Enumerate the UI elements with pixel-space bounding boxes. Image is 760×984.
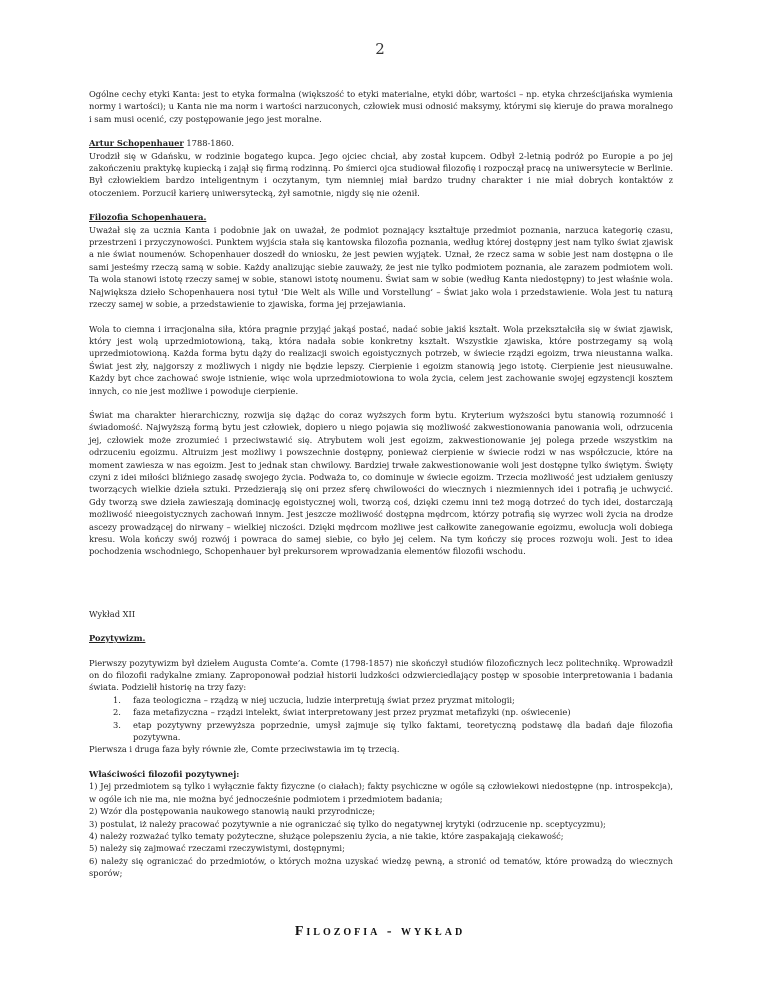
page-footer: Filozofia - wykład bbox=[294, 924, 466, 939]
phases-list bbox=[89, 694, 673, 744]
list-item: 1. faza teologiczna – rządzą w niej uczucia, ludzie interpretują świat przez pryzmat mitologii; bbox=[113, 694, 515, 705]
positivism-heading: Pozytywizm. bbox=[89, 633, 146, 644]
schopenhauer-bio-paragraph: Urodził się w Gdańsku, w rodzinie bogatego kupca. Jego ojciec chciał, aby został kupcem. Odbył 2-letnią podróż po Europie a po jej zakończeniu praktykę kupiecką i zajął się firmą rodzinną. Po śmierci ojca studiował filozofię i rozpoczął pracę na uniwersytecie w Berlinie. Był człowiekiem bardzo inteligentnym i oczytanym, tym niemniej miał bardzo trudny charakter i nie miał dobrych kontaktów z otoczeniem. Porzucił karierę uniwersytecką, żył samotnie, nigdy się nie ożenił. bbox=[89, 150, 673, 198]
philosophy-paragraph-2: Wola to ciemna i irracjonalna siła, która pragnie przyjąć jakąś postać, nadać sobie jakiś kształt. Wola przekształciła się w świat zjawisk, który jest wolą uprzedmiotowioną, taką, która nadała sobie konkretny kształt. Wszystkie zjawiska, które postrzegamy są wolą uprzedmiotowioną. Każda forma bytu dąży do realizacji swoich egoistycznych potrzeb, w świecie rządzi egoizm, trwa nieustanna walka. Świat jest zły, najgorszy z możliwych i nigdy nie będzie lepszy. Cierpienie i egoizm stanowią jego istotę. Cierpienie jest nieusuwalne. Każdy byt chce zachować swoje istnienie, więc wola uprzedmiotowiona to wola życia, celem jest zachowanie swojej egzystencji kosztem innych, co nie jest możliwe i powoduje cierpienie. bbox=[89, 323, 673, 396]
list-item: 3. etap pozytywny przewyższa poprzednie, umysł zajmuje się tylko faktami, teoretyczną podstawę dla badań daje filozofia pozytywna. bbox=[113, 719, 673, 743]
properties-list bbox=[89, 780, 673, 879]
philosophy-heading: Filozofia Schopenhauera. bbox=[89, 212, 207, 223]
schopenhauer-years: 1788-1860. bbox=[183, 138, 235, 149]
list-item: 5) należy się zajmować rzeczami rzeczywistymi, dostępnymi; bbox=[89, 843, 345, 854]
kant-ethics-paragraph: Ogólne cechy etyki Kanta: jest to etyka formalna (większość to etyki materialne, etyki dóbr, wartości – np. etyka chrześcijańska wymienia normy i wartości); u Kanta nie ma norm i wartości narzuconych, człowiek musi odnosić maksymy, którymi się kieruje do prawa moralnego i sam musi ocenić, czy postępowanie jego jest moralne. bbox=[89, 89, 673, 124]
philosophy-paragraph-3: Świat ma charakter hierarchiczny, rozwija się dążąc do coraz wyższych form bytu. Kryterium wyższości bytu stanowią rozumność i świadomość. Najwyższą formą bytu jest człowiek, dopiero u niego pojawia się możliwość zakwestionowania panowania woli, odrzucenia jej, człowiek może zrozumieć i przeciwstawić się. Atrybutem woli jest egoizm, zakwestionowanie jej polega przede wszystkim na odrzuceniu egoizmu. Altruizm jest możliwy i powszechnie dostępny, ponieważ cierpienie w świecie rodzi w nas współczucie, które na moment zawiesza w nas egoizm. Jest to jednak stan chwilowy. Bardziej trwałe zakwestionowanie woli jest dostępne tylko świętym. Święty czyni z idei miłości bliźniego zasadę swojego życia. Podważa to, co dominuje w świecie egoizm. Trzecia możliwość jest udziałem geniuszy tworzących wielkie dzieła sztuki. Przedzierają się oni przez sferę chwilowości do wiecznych i niezmiennych idei i potrafią je uchwycić. Gdy tworzą swe dzieła zawieszają dominację egoistycznej woli, tworzą coś, dzięki czemu inni też mogą dotrzeć do tych idei, dostarczają możliwość nieegoistycznych zachowań innym. Jest jeszcze możliwość dostępna mędrcom, którzy potrafią się wyrzec woli życia na drodze ascezy prowadzącej do nirwany – wielkiej niczości. Dzięki mędrcom możliwe jest całkowite zanegowanie egoizmu, ewolucja woli dobiega kresu. Wola kończy swój rozwój i powraca do samej siebie, co było jej celem. Na tym kończy się proces rozwoju woli. Jest to idea pochodzenia wschodniego, Schopenhauer był prekursorem wprowadzania elementów filozofii wschodu. bbox=[89, 409, 673, 557]
list-item: 6) należy się ograniczać do przedmiotów, o których można uzyskać wiedzę pewną, a stronić od tematów, które prowadzą do wiecznych sporów; bbox=[89, 855, 673, 879]
lecture-label: Wykład XII bbox=[89, 608, 136, 619]
list-item: 2) Wzór dla postępowania naukowego stanowią nauki przyrodnicze; bbox=[89, 806, 376, 817]
schopenhauer-name: Artur Schopenhauer bbox=[89, 138, 184, 149]
positivism-paragraph: Pierwszy pozytywizm był dziełem Augusta Comte’a. Comte (1798-1857) nie skończył studiów filozoficznych lecz politechnikę. Wprowadził on do filozofii radykalne zmiany. Zaproponował podział historii ludzkości odzwierciedlający postęp w sposobie interpretowania i badania świata. Podzielił historię na trzy fazy: bbox=[89, 657, 673, 693]
list-item: 1) Jej przedmiotem są tylko i wyłącznie fakty fizyczne (o ciałach); fakty psychiczne w ogóle są człowiekowi niedostępne (np. introspekcja), w ogóle ich nie ma, nie można być jednocześnie podmiotem i przedmiotem badania; bbox=[89, 781, 673, 804]
page-content bbox=[89, 88, 673, 880]
list-item: 2. faza metafizyczna – rządzi intelekt, świat interpretowany jest przez pryzmat metafizyki (np. oświecenie) bbox=[113, 707, 571, 718]
page-number: 2 bbox=[375, 40, 385, 58]
after-phases-text: Pierwsza i druga faza były równie złe, Comte przeciwstawia im tę trzecią. bbox=[89, 744, 400, 755]
schopenhauer-title bbox=[89, 137, 673, 149]
properties-heading: Właściwości filozofii pozytywnej: bbox=[89, 768, 240, 779]
list-item: 4) należy rozważać tylko tematy pożyteczne, służące polepszeniu życia, a nie takie, które zaspakajają ciekawość; bbox=[89, 830, 564, 841]
philosophy-paragraph-1: Uważał się za ucznia Kanta i podobnie jak on uważał, że podmiot poznający kształtuje przedmiot poznania, narzuca kategorię czasu, przestrzeni i przyczynowości. Punktem wyjścia stała się kantowska filozofia poznania, według której dostępny jest nam tylko świat zjawisk a nie świat noumenów. Schopenhauer doszedł do wniosku, że jest pewien wyjątek. Uznał, że rzecz sama w sobie jest nam dostępna o ile sami jesteśmy rzeczą samą w sobie. Każdy analizując siebie zauważy, że jest nie tylko podmiotem poznania, ale zarazem podmiotem woli. Ta wola stanowi istotę rzeczy samej w sobie, stanowi istotę noumenu. Świat sam w sobie (według Kanta niedostępny) to jest właśnie wola. Największa dzieło Schopenhauera nosi tytuł ‘Die Welt als Wille und Vorstellung’ – Świat jako wola i przedstawienie. Wola jest tu naturą rzeczy samej w sobie, a przedstawienie to zjawiska, forma jej przejawiania. bbox=[89, 224, 673, 310]
list-item: 3) postulat, iż należy pracować pozytywnie a nie ograniczać się tylko do negatywnej krytyki (odrzucenie np. sceptycyzmu); bbox=[89, 818, 606, 829]
